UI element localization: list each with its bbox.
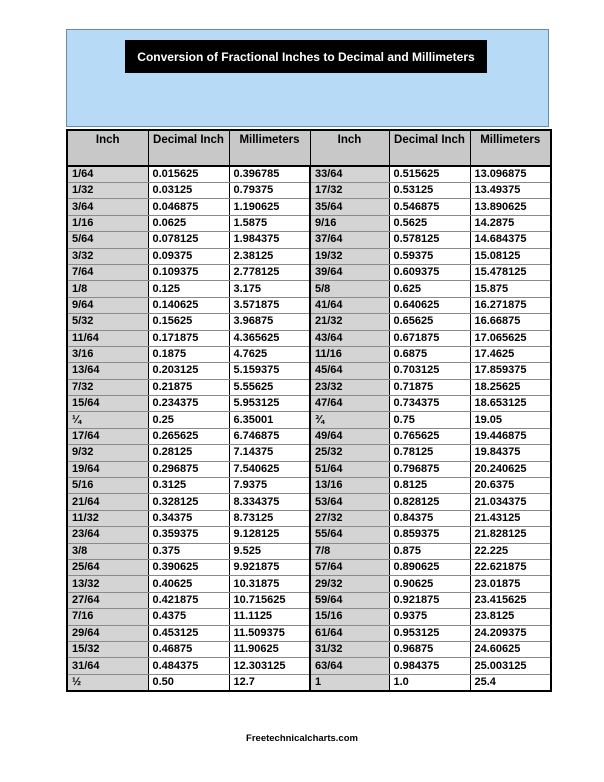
table-row (67, 658, 551, 674)
table-cell: 20.6375 (470, 478, 551, 494)
table-cell: 5.159375 (229, 363, 310, 379)
table-cell: 0.921875 (389, 592, 470, 608)
table-row (67, 478, 551, 494)
table-row (67, 494, 551, 510)
table-cell: 0.75 (389, 412, 470, 428)
table-cell: 0.234375 (148, 396, 229, 412)
table-cell: 13.096875 (470, 166, 551, 183)
table-row (67, 543, 551, 559)
table-cell: 0.546875 (389, 199, 470, 215)
table-cell: 9.128125 (229, 527, 310, 543)
table-cell: 27/32 (310, 510, 389, 526)
table-cell: 11.509375 (229, 625, 310, 641)
table-cell: 0.65625 (389, 314, 470, 330)
table-cell: 13/16 (310, 478, 389, 494)
table-cell: 1/32 (67, 183, 148, 199)
table-row (67, 330, 551, 346)
table-cell: 7.14375 (229, 445, 310, 461)
table-cell: 1/64 (67, 166, 148, 183)
table-cell: 3/64 (67, 199, 148, 215)
table-cell: 9/16 (310, 215, 389, 231)
table-row (67, 609, 551, 625)
table-cell: 0.15625 (148, 314, 229, 330)
table-row (67, 281, 551, 297)
table-cell: 3/32 (67, 248, 148, 264)
table-cell: 0.515625 (389, 166, 470, 183)
table-row (67, 625, 551, 641)
table-cell: 9/64 (67, 297, 148, 313)
table-cell: 9.525 (229, 543, 310, 559)
table-cell: 0.3125 (148, 478, 229, 494)
table-cell: 0.015625 (148, 166, 229, 183)
table-cell: 3.96875 (229, 314, 310, 330)
table-cell: 0.484375 (148, 658, 229, 674)
conversion-table (66, 129, 552, 692)
table-cell: 3.175 (229, 281, 310, 297)
table-cell: 9.921875 (229, 559, 310, 575)
table-cell: 10.31875 (229, 576, 310, 592)
table-cell: 0.671875 (389, 330, 470, 346)
table-cell: 7.9375 (229, 478, 310, 494)
table-cell: 24.209375 (470, 625, 551, 641)
table-row (67, 461, 551, 477)
table-cell: 11.1125 (229, 609, 310, 625)
table-cell: 0.6875 (389, 346, 470, 362)
table-cell: 0.453125 (148, 625, 229, 641)
table-cell: 3/8 (67, 543, 148, 559)
table-cell: 0.890625 (389, 559, 470, 575)
table-cell: 22.225 (470, 543, 551, 559)
table-cell: 17/64 (67, 428, 148, 444)
table-row (67, 199, 551, 215)
table-cell: 23/64 (67, 527, 148, 543)
table-cell: ¾ (310, 412, 389, 428)
table-cell: 21.828125 (470, 527, 551, 543)
table-row (67, 428, 551, 444)
table-cell: 19/64 (67, 461, 148, 477)
table-cell: 0.328125 (148, 494, 229, 510)
table-cell: 15/16 (310, 609, 389, 625)
table-row (67, 297, 551, 313)
table-cell: 0.28125 (148, 445, 229, 461)
column-header: Inch (310, 130, 389, 166)
table-cell: 61/64 (310, 625, 389, 641)
table-cell: 0.90625 (389, 576, 470, 592)
table-cell: 45/64 (310, 363, 389, 379)
table-cell: 21/64 (67, 494, 148, 510)
table-row (67, 412, 551, 428)
table-row (67, 379, 551, 395)
table-cell: 13.49375 (470, 183, 551, 199)
table-cell: 17.859375 (470, 363, 551, 379)
table-cell: 31/64 (67, 658, 148, 674)
table-cell: 0.21875 (148, 379, 229, 395)
table-cell: 5/8 (310, 281, 389, 297)
table-cell: 7.540625 (229, 461, 310, 477)
table-cell: 0.125 (148, 281, 229, 297)
table-cell: 11/16 (310, 346, 389, 362)
table-cell: 23.01875 (470, 576, 551, 592)
table-cell: 0.875 (389, 543, 470, 559)
table-cell: 51/64 (310, 461, 389, 477)
table-cell: 33/64 (310, 166, 389, 183)
title-banner (66, 29, 549, 127)
table-cell: 5/32 (67, 314, 148, 330)
table-cell: 16.66875 (470, 314, 551, 330)
table-cell: 6.746875 (229, 428, 310, 444)
table-cell: 3/16 (67, 346, 148, 362)
table-cell: 14.684375 (470, 232, 551, 248)
table-cell: 55/64 (310, 527, 389, 543)
table-cell: 15/64 (67, 396, 148, 412)
table-cell: 5/64 (67, 232, 148, 248)
table-cell: 13.890625 (470, 199, 551, 215)
table-row (67, 248, 551, 264)
table-cell: 17/32 (310, 183, 389, 199)
table-cell: 0.765625 (389, 428, 470, 444)
table-cell: 13/64 (67, 363, 148, 379)
table-cell: 4.365625 (229, 330, 310, 346)
table-row (67, 314, 551, 330)
table-row (67, 363, 551, 379)
table-cell: 1.5875 (229, 215, 310, 231)
table-row (67, 166, 551, 183)
table-cell: 0.46875 (148, 641, 229, 657)
page-title: Conversion of Fractional Inches to Decimal and Millimeters (125, 40, 487, 73)
table-cell: 7/32 (67, 379, 148, 395)
table-cell: 15.478125 (470, 264, 551, 280)
table-cell: 0.265625 (148, 428, 229, 444)
table-cell: 5.953125 (229, 396, 310, 412)
table-cell: 0.703125 (389, 363, 470, 379)
table-cell: 0.171875 (148, 330, 229, 346)
table-cell: 17.4625 (470, 346, 551, 362)
table-cell: 0.828125 (389, 494, 470, 510)
table-cell: 0.375 (148, 543, 229, 559)
table-row (67, 674, 551, 691)
table-cell: 0.5625 (389, 215, 470, 231)
column-header: Decimal Inch (148, 130, 229, 166)
table-cell: 0.0625 (148, 215, 229, 231)
table-cell: 0.96875 (389, 641, 470, 657)
table-cell: 0.734375 (389, 396, 470, 412)
table-cell: 12.303125 (229, 658, 310, 674)
table-row (67, 346, 551, 362)
table-cell: 41/64 (310, 297, 389, 313)
table-cell: 35/64 (310, 199, 389, 215)
table-cell: 0.203125 (148, 363, 229, 379)
table-cell: 0.390625 (148, 559, 229, 575)
table-cell: 22.621875 (470, 559, 551, 575)
header-row (67, 130, 551, 166)
table-cell: 47/64 (310, 396, 389, 412)
table-cell: 3.571875 (229, 297, 310, 313)
table-cell: 23.415625 (470, 592, 551, 608)
table-cell: 23/32 (310, 379, 389, 395)
table-cell: 53/64 (310, 494, 389, 510)
table-cell: 9/32 (67, 445, 148, 461)
table-cell: 29/64 (67, 625, 148, 641)
table-cell: 4.7625 (229, 346, 310, 362)
table-cell: 7/16 (67, 609, 148, 625)
table-cell: 31/32 (310, 641, 389, 657)
table-cell: 0.359375 (148, 527, 229, 543)
table-cell: 12.7 (229, 674, 310, 691)
table-cell: 0.984375 (389, 658, 470, 674)
table-cell: 0.53125 (389, 183, 470, 199)
table-cell: 0.796875 (389, 461, 470, 477)
table-row (67, 232, 551, 248)
table-cell: 1/8 (67, 281, 148, 297)
table-cell: 8.334375 (229, 494, 310, 510)
table-cell: 25/64 (67, 559, 148, 575)
table-cell: 16.271875 (470, 297, 551, 313)
table-cell: 19/32 (310, 248, 389, 264)
table-cell: 15.875 (470, 281, 551, 297)
table-cell: 0.40625 (148, 576, 229, 592)
table-cell: 0.71875 (389, 379, 470, 395)
table-row (67, 396, 551, 412)
table-cell: 2.778125 (229, 264, 310, 280)
table-cell: 63/64 (310, 658, 389, 674)
table-cell: 11/32 (67, 510, 148, 526)
table-cell: 0.4375 (148, 609, 229, 625)
table-cell: 19.05 (470, 412, 551, 428)
table-cell: ¼ (67, 412, 148, 428)
table-cell: 0.953125 (389, 625, 470, 641)
table-cell: 10.715625 (229, 592, 310, 608)
table-cell: 0.84375 (389, 510, 470, 526)
table-cell: 49/64 (310, 428, 389, 444)
table-row (67, 576, 551, 592)
footer-website: Freetechnicalcharts.com (246, 733, 358, 744)
table-cell: 27/64 (67, 592, 148, 608)
table-cell: 15.08125 (470, 248, 551, 264)
table-cell: 1 (310, 674, 389, 691)
table-cell: ½ (67, 674, 148, 691)
table-row (67, 592, 551, 608)
table-cell: 25.003125 (470, 658, 551, 674)
table-row (67, 510, 551, 526)
table-cell: 0.09375 (148, 248, 229, 264)
table-cell: 1.190625 (229, 199, 310, 215)
table-cell: 57/64 (310, 559, 389, 575)
table-cell: 5.55625 (229, 379, 310, 395)
table-cell: 24.60625 (470, 641, 551, 657)
table-cell: 0.625 (389, 281, 470, 297)
table-cell: 0.03125 (148, 183, 229, 199)
column-header: Millimeters (229, 130, 310, 166)
table-cell: 0.9375 (389, 609, 470, 625)
table-cell: 18.25625 (470, 379, 551, 395)
table-row (67, 264, 551, 280)
table-cell: 1.984375 (229, 232, 310, 248)
table-cell: 29/32 (310, 576, 389, 592)
table-cell: 21.43125 (470, 510, 551, 526)
table-row (67, 445, 551, 461)
table-cell: 0.578125 (389, 232, 470, 248)
table-cell: 0.25 (148, 412, 229, 428)
column-header: Inch (67, 130, 148, 166)
table-cell: 0.421875 (148, 592, 229, 608)
table-cell: 0.078125 (148, 232, 229, 248)
table-row (67, 527, 551, 543)
table-cell: 0.859375 (389, 527, 470, 543)
table-cell: 0.396785 (229, 166, 310, 183)
table-cell: 7/8 (310, 543, 389, 559)
table-cell: 37/64 (310, 232, 389, 248)
table-cell: 43/64 (310, 330, 389, 346)
table-cell: 19.84375 (470, 445, 551, 461)
table-row (67, 641, 551, 657)
table-cell: 0.1875 (148, 346, 229, 362)
table-cell: 0.640625 (389, 297, 470, 313)
table-cell: 0.59375 (389, 248, 470, 264)
table-row (67, 215, 551, 231)
column-header: Millimeters (470, 130, 551, 166)
table-cell: 0.609375 (389, 264, 470, 280)
table-cell: 39/64 (310, 264, 389, 280)
table-cell: 18.653125 (470, 396, 551, 412)
table-cell: 2.38125 (229, 248, 310, 264)
table-cell: 20.240625 (470, 461, 551, 477)
table-cell: 0.109375 (148, 264, 229, 280)
table-cell: 6.35001 (229, 412, 310, 428)
table-cell: 17.065625 (470, 330, 551, 346)
table-cell: 19.446875 (470, 428, 551, 444)
table-cell: 11.90625 (229, 641, 310, 657)
table-cell: 13/32 (67, 576, 148, 592)
table-cell: 25.4 (470, 674, 551, 691)
table-cell: 0.296875 (148, 461, 229, 477)
table-cell: 1.0 (389, 674, 470, 691)
table-cell: 21.034375 (470, 494, 551, 510)
table-body (67, 166, 551, 691)
table-cell: 0.8125 (389, 478, 470, 494)
table-cell: 15/32 (67, 641, 148, 657)
table-row (67, 559, 551, 575)
table-cell: 11/64 (67, 330, 148, 346)
table-cell: 7/64 (67, 264, 148, 280)
table-cell: 0.140625 (148, 297, 229, 313)
table-cell: 0.34375 (148, 510, 229, 526)
table-cell: 0.50 (148, 674, 229, 691)
table-cell: 59/64 (310, 592, 389, 608)
table-cell: 25/32 (310, 445, 389, 461)
table-row (67, 183, 551, 199)
table-cell: 5/16 (67, 478, 148, 494)
table-cell: 14.2875 (470, 215, 551, 231)
column-header: Decimal Inch (389, 130, 470, 166)
table-cell: 0.78125 (389, 445, 470, 461)
table-cell: 1/16 (67, 215, 148, 231)
table-cell: 8.73125 (229, 510, 310, 526)
table-cell: 0.79375 (229, 183, 310, 199)
table-cell: 0.046875 (148, 199, 229, 215)
table-cell: 21/32 (310, 314, 389, 330)
table-cell: 23.8125 (470, 609, 551, 625)
